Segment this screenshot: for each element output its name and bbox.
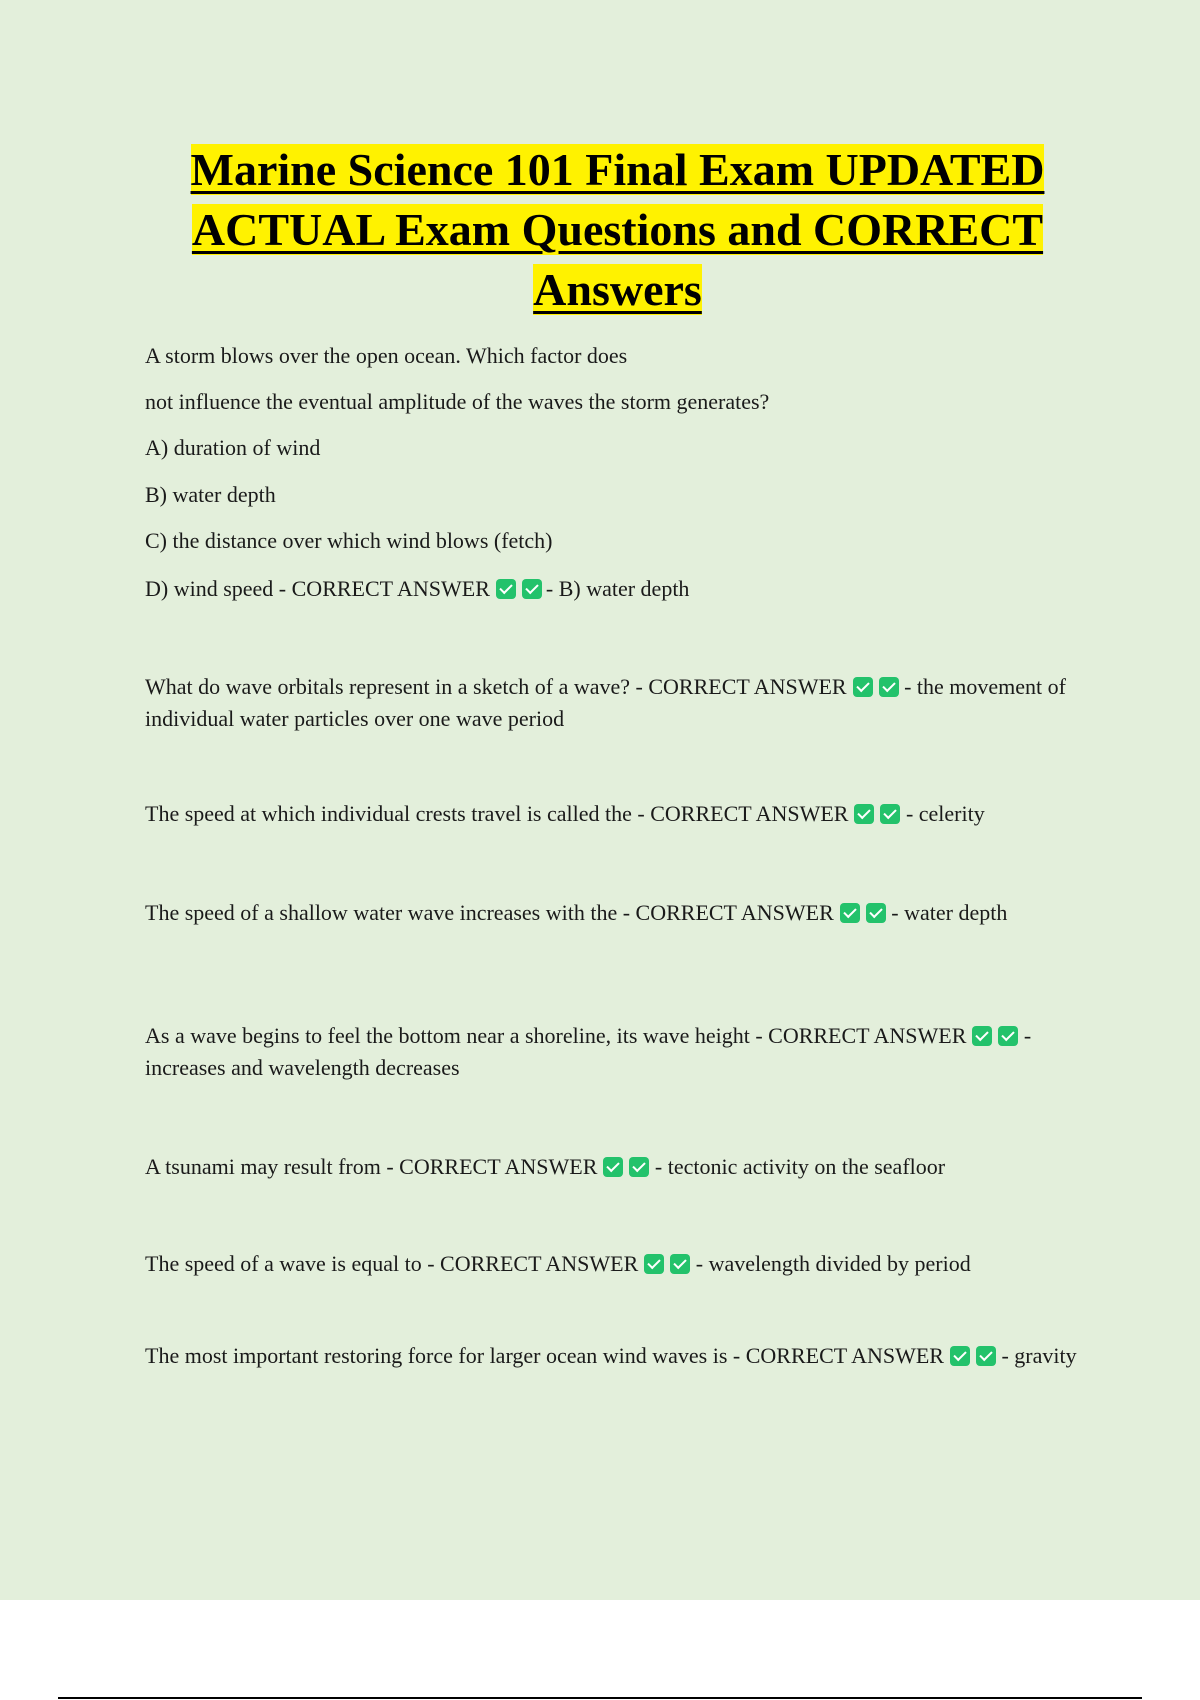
qa-answer: - wavelength divided by period <box>695 1251 971 1276</box>
check-icon <box>853 677 873 697</box>
question-1-option-c: C) the distance over which wind blows (fetch) <box>145 528 553 553</box>
check-icon <box>644 1254 664 1274</box>
question-1-option-d-text: D) wind speed - CORRECT ANSWER <box>145 576 490 601</box>
qa-question: The speed at which individual crests travel is called the - CORRECT ANSWER <box>145 801 849 826</box>
check-icon <box>976 1346 996 1366</box>
qa-question: The most important restoring force for larger ocean wind waves is - CORRECT ANSWER <box>145 1343 944 1368</box>
qa-item-5 <box>145 1151 1090 1183</box>
qa-item-2 <box>145 798 1090 830</box>
check-icon <box>972 1026 992 1046</box>
qa-item-7 <box>145 1340 1090 1372</box>
document-title-text: Marine Science 101 Final Exam UPDATED ACTUAL Exam Questions and CORRECT Answers <box>190 144 1045 315</box>
qa-answer: - water depth <box>891 900 1008 925</box>
check-icon <box>879 677 899 697</box>
question-1-line-1: A storm blows over the open ocean. Which factor does <box>145 343 628 368</box>
check-icon <box>880 804 900 824</box>
question-1-line-2: not influence the eventual amplitude of the waves the storm generates? <box>145 389 770 414</box>
qa-question: The speed of a shallow water wave increases with the - CORRECT ANSWER <box>145 900 834 925</box>
check-icon <box>670 1254 690 1274</box>
qa-question: The speed of a wave is equal to - CORRECT ANSWER <box>145 1251 639 1276</box>
question-1-option-b: B) water depth <box>145 482 276 507</box>
check-icon <box>866 903 886 923</box>
qa-item-6 <box>145 1248 1090 1280</box>
qa-answer: - tectonic activity on the seafloor <box>654 1154 946 1179</box>
qa-item-4 <box>145 1020 1090 1084</box>
footer-rule <box>58 1697 1142 1699</box>
check-icon <box>522 579 542 599</box>
qa-item-3 <box>145 897 1090 929</box>
qa-question: A tsunami may result from - CORRECT ANSWER <box>145 1154 598 1179</box>
check-icon <box>854 804 874 824</box>
check-icon <box>603 1157 623 1177</box>
check-icon <box>496 579 516 599</box>
check-icon <box>950 1346 970 1366</box>
question-1-option-d <box>145 573 689 605</box>
qa-answer: - celerity <box>905 801 985 826</box>
qa-item-1 <box>145 671 1090 735</box>
question-1-answer: - B) water depth <box>545 576 690 601</box>
check-icon <box>629 1157 649 1177</box>
check-icon <box>998 1026 1018 1046</box>
qa-answer: - the movement of individual water particles over one wave period <box>145 674 1066 731</box>
qa-question: As a wave begins to feel the bottom near a shoreline, its wave height - CORRECT ANSWER <box>145 1023 967 1048</box>
question-1-option-a: A) duration of wind <box>145 435 321 460</box>
document-title <box>145 140 1090 320</box>
qa-question: What do wave orbitals represent in a sketch of a wave? - CORRECT ANSWER <box>145 674 847 699</box>
qa-answer: - increases and wavelength decreases <box>145 1023 1032 1080</box>
qa-answer: - gravity <box>1001 1343 1077 1368</box>
check-icon <box>840 903 860 923</box>
